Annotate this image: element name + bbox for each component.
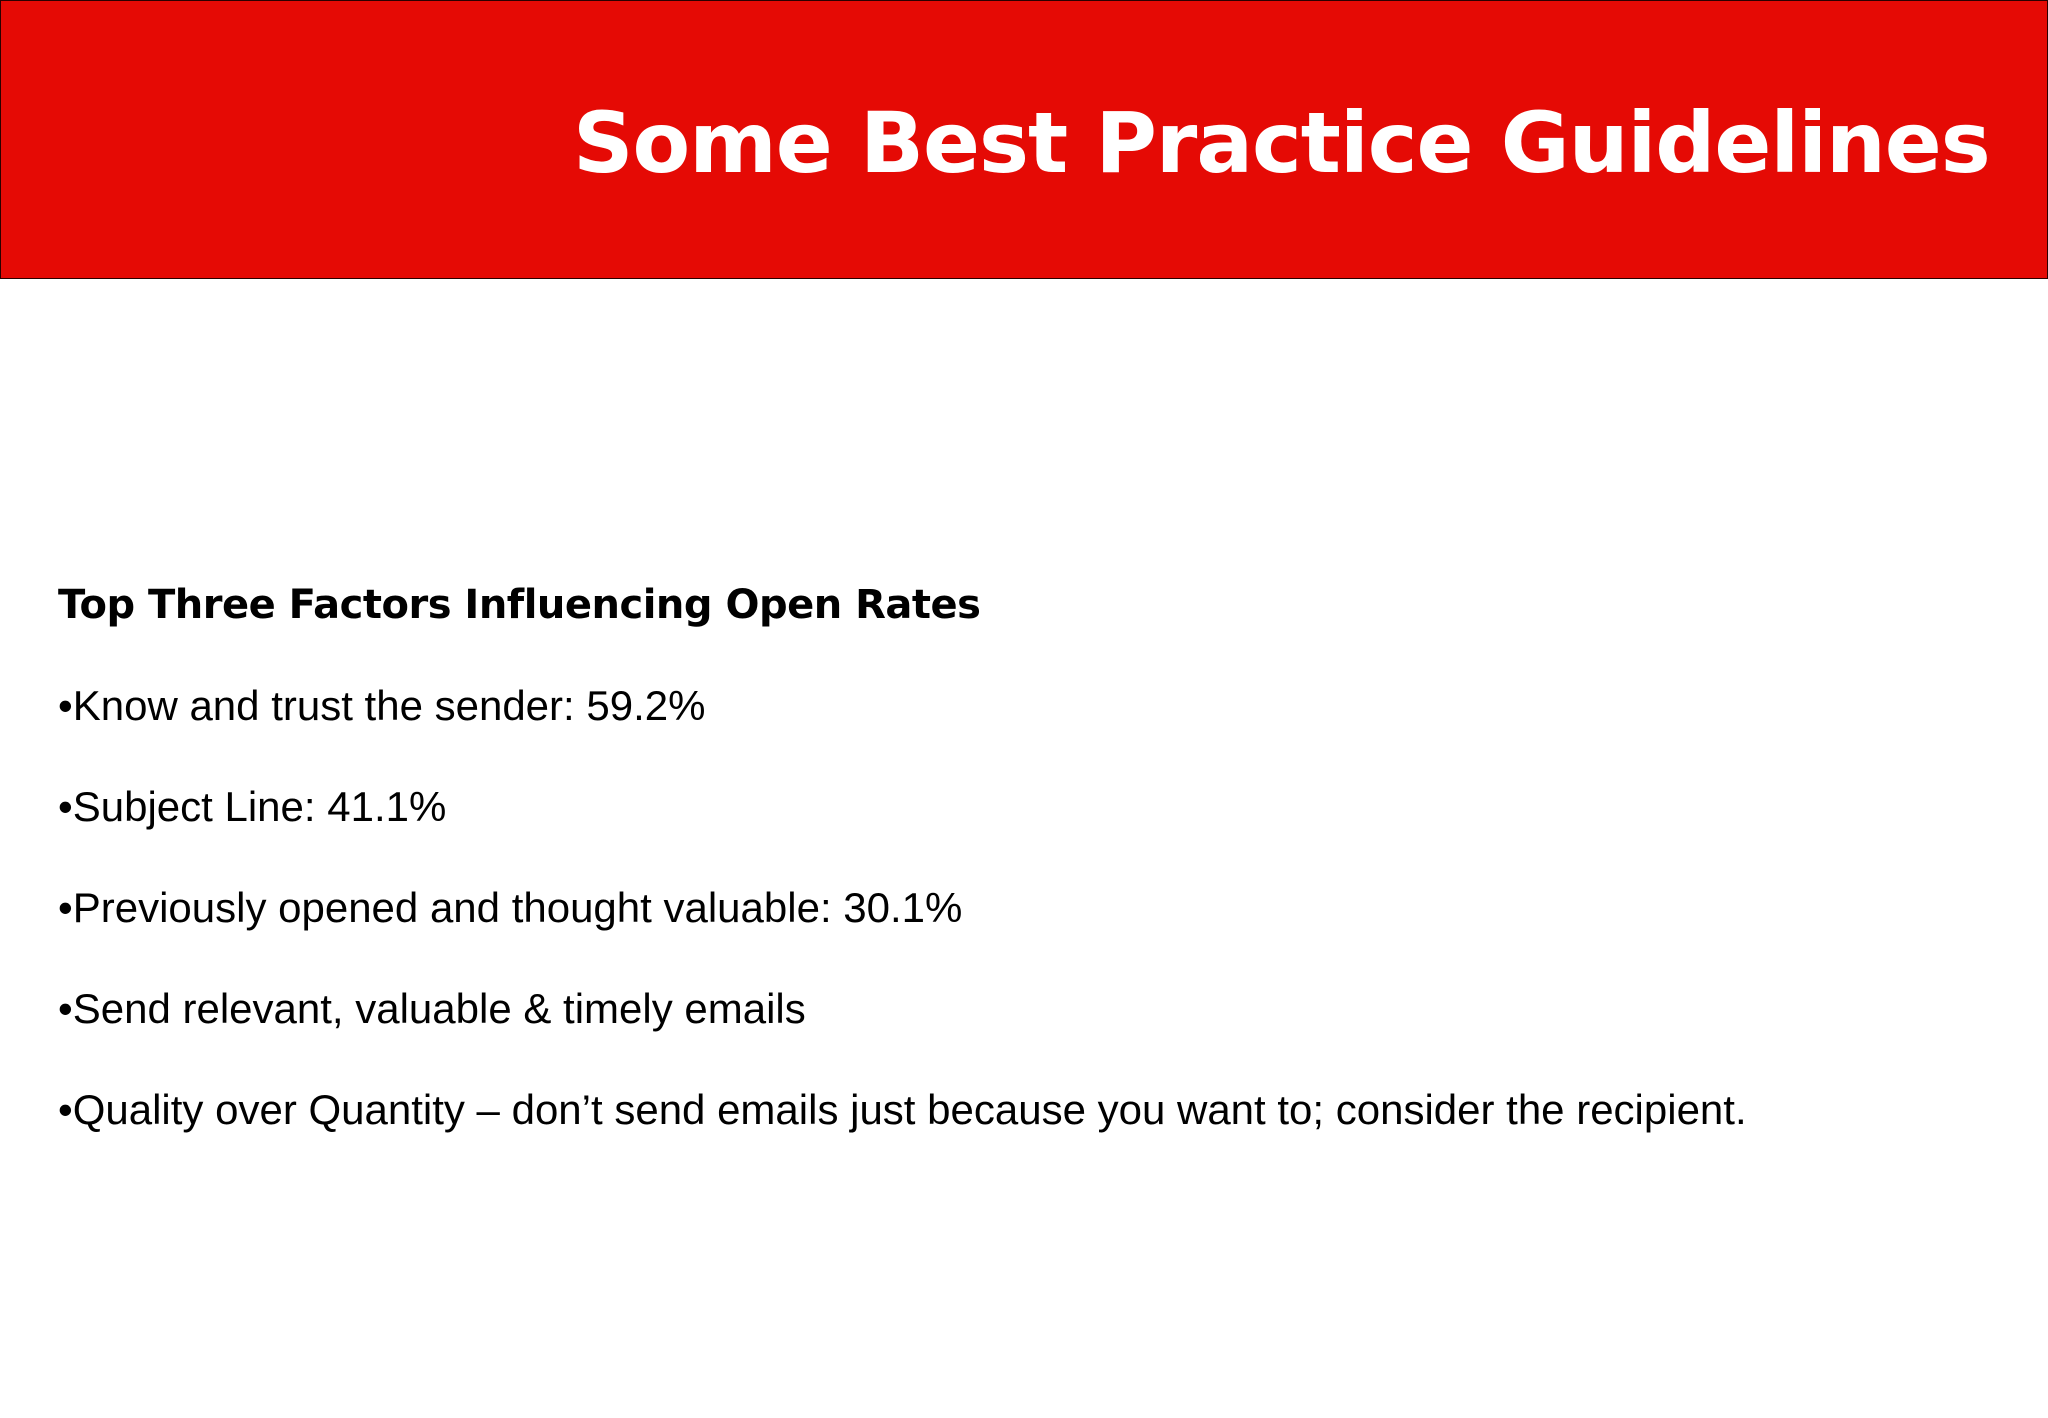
slide-title: Some Best Practice Guidelines <box>573 94 1990 192</box>
bullet-text: Know and trust the sender: 59.2% <box>72 682 706 729</box>
bullet-item <box>58 780 2018 834</box>
bullet-text: Subject Line: 41.1% <box>72 783 447 830</box>
bullet-item <box>58 1083 2018 1137</box>
bullet-mark: • <box>58 985 73 1032</box>
title-banner <box>0 0 2048 279</box>
bullet-mark: • <box>58 682 73 729</box>
bullet-text: Send relevant, valuable & timely emails <box>72 985 806 1032</box>
bullet-item <box>58 881 2018 935</box>
bullet-list <box>58 679 2018 1137</box>
content-heading: Top Three Factors Influencing Open Rates <box>58 582 981 628</box>
bullet-mark: • <box>58 783 73 830</box>
slide-content <box>58 578 2018 1137</box>
bullet-mark: • <box>58 884 73 931</box>
bullet-item <box>58 982 2018 1036</box>
bullet-mark: • <box>58 1086 73 1133</box>
bullet-item <box>58 679 2018 733</box>
bullet-text: Previously opened and thought valuable: 30.1% <box>72 884 963 931</box>
bullet-text: Quality over Quantity – don’t send emails just because you want to; consider the recipient. <box>72 1086 1747 1133</box>
